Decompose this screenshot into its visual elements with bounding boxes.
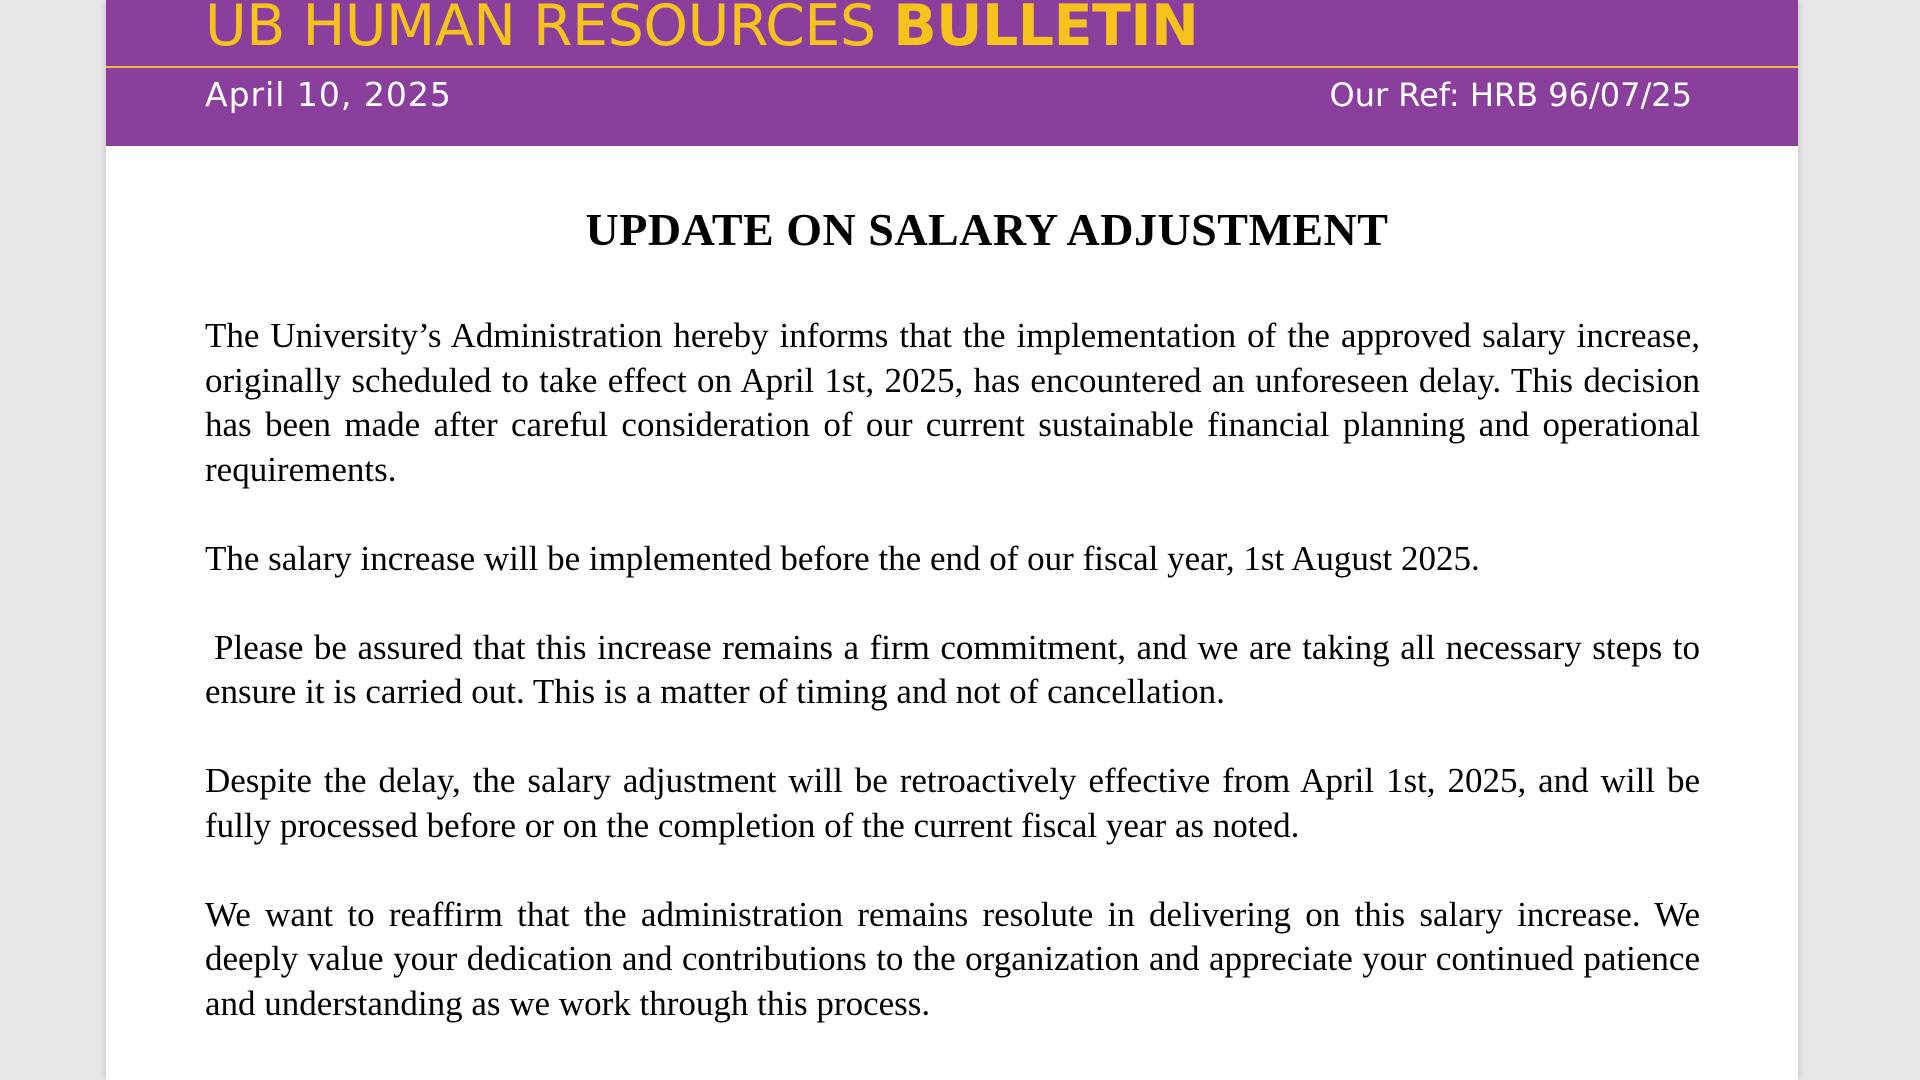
body-paragraph-1: The University’s Administration hereby informs that the implementation of the approved salary increase, originally scheduled to take effect on April 1st, 2025, has encountered an unforeseen delay. This decision has been made after careful consideration of our current sustainable financial planning and operational requirements. [205,316,1700,489]
bulletin-title-regular: UB HUMAN RESOURCES [205,0,894,59]
bulletin-header [106,0,1798,146]
bulletin-title [205,0,1198,64]
document-heading: UPDATE ON SALARY ADJUSTMENT [585,204,1389,255]
body-paragraph-4: Despite the delay, the salary adjustment will be retroactively effective from April 1st, 2025, and will be fully processed before or on the completion of the current fiscal year as noted. [205,761,1700,845]
header-divider [106,66,1798,68]
bulletin-date: April 10, 2025 [205,75,452,114]
document-body [205,314,1700,1071]
body-paragraph-2: The salary increase will be implemented before the end of our fiscal year, 1st August 2025. [205,538,1480,578]
body-paragraph-5: We want to reaffirm that the administration remains resolute in delivering on this salary increase. We deeply value your dedication and contributions to the organization and appreciate your continued patience and understanding as we work through this process. [205,894,1700,1023]
document-page [106,0,1798,1080]
bulletin-reference: Our Ref: HRB 96/07/25 [1329,76,1692,114]
body-paragraph-3: Please be assured that this increase remains a firm commitment, and we are taking all necessary steps to ensure it is carried out. This is a matter of timing and not of cancellation. [205,627,1700,711]
bulletin-title-bold: BULLETIN [893,0,1199,59]
